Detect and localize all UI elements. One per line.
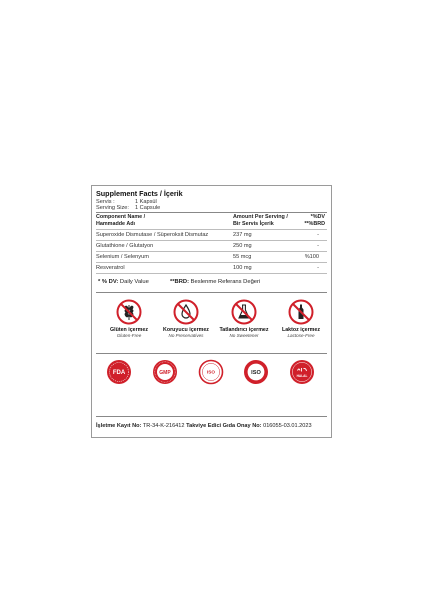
row-amount: 100 mg [233, 265, 252, 271]
serving-value: 1 Capsule [135, 205, 161, 211]
column-header-amount-line2: Bir Servis İçerik [233, 220, 274, 227]
registration-footer [96, 423, 312, 429]
wheat-crossed-icon [116, 299, 142, 325]
column-header-name [96, 214, 145, 227]
iso-badge-icon [243, 359, 269, 385]
gmp-badge-icon [152, 359, 178, 385]
iso-22000-badge-icon [198, 359, 224, 385]
icons-divider [96, 353, 327, 354]
row-amount: 237 mg [233, 232, 252, 238]
row-percent: - [317, 232, 319, 238]
row-amount: 55 mcg [233, 254, 252, 260]
dv-note-key: * % DV: [98, 279, 119, 285]
gluten-free-label: Glüten içermez [110, 327, 148, 333]
fda-badge-text: FDA [112, 370, 126, 377]
brd-note-key: **BRD: [170, 279, 190, 285]
reg-label: İşletme Kayıt No: [96, 423, 142, 429]
gmp-badge-text: GMP [159, 369, 171, 376]
approval-label: Takviye Edici Gıda Onay No: [186, 423, 262, 429]
row-percent: - [317, 265, 319, 271]
row-name: Selenium / Selenyum [96, 254, 149, 260]
column-header-dv-line2: **%BRD [304, 220, 325, 227]
column-header-dv-line1: *%DV [310, 214, 325, 220]
no-preservatives-item [158, 299, 214, 338]
iso-badge-text: ISO [251, 370, 261, 376]
gluten-free-sub: Gluten-Free [116, 333, 142, 338]
header-divider [96, 212, 327, 213]
facts-table [96, 229, 327, 274]
row-percent: %100 [304, 254, 319, 260]
column-header-name-line1: Component Name / [96, 214, 146, 220]
dv-note [98, 279, 149, 285]
no-preservatives-sub: No Preservatives [168, 333, 204, 338]
drop-crossed-icon [173, 299, 199, 325]
dv-note-text: Daily Value [119, 279, 149, 285]
gluten-free-item [101, 299, 157, 338]
halal-badge-icon [289, 359, 315, 385]
notes-divider [96, 292, 327, 293]
supplement-facts-panel [91, 185, 332, 438]
column-header-dv [304, 214, 325, 227]
fda-badge-icon [106, 359, 132, 385]
row-percent: - [317, 243, 319, 249]
servis-label: Servis : [96, 199, 115, 205]
lactose-free-item [273, 299, 329, 338]
serving-label: Serving Size: [96, 205, 129, 211]
reg-value: TR-34-K-216412 [142, 423, 185, 429]
flask-crossed-icon [231, 299, 257, 325]
bottle-crossed-icon [288, 299, 314, 325]
column-header-name-line2: Hammadde Adı [96, 220, 136, 227]
halal-badge-text: HALAL [296, 374, 308, 378]
no-sweetener-label: Tatlandırıcı içermez [219, 327, 269, 333]
certs-divider [96, 416, 327, 417]
no-sweetener-item [216, 299, 272, 338]
row-name: Resveratrol [96, 265, 125, 271]
brd-note-text: Beslenme Referans Değeri [190, 279, 261, 285]
table-row [96, 240, 327, 251]
serving-line [96, 205, 161, 211]
no-sweetener-sub: No Sweetener [229, 333, 259, 338]
brd-note [170, 279, 260, 285]
table-row [96, 229, 327, 240]
lactose-free-label: Laktoz içermez [282, 327, 320, 333]
column-header-amount [233, 214, 288, 227]
approval-value: 016055-03.01.2023 [263, 423, 312, 429]
column-header-amount-line1: Amount Per Serving / [233, 214, 288, 220]
row-name: Glutathione / Glutatyon [96, 243, 154, 249]
row-name: Superoxide Dismutase / Süperoksit Dismutaz [96, 232, 209, 238]
iso-22000-badge-text: ISO [207, 369, 215, 375]
panel-title: Supplement Facts / İçerik [96, 189, 183, 198]
table-row [96, 262, 327, 274]
no-preservatives-label: Koruyucu içermez [163, 327, 209, 333]
table-row [96, 251, 327, 262]
row-amount: 250 mg [233, 243, 252, 249]
servis-value: 1 Kapsül [135, 199, 157, 205]
lactose-free-sub: Lactose-Free [287, 333, 315, 338]
